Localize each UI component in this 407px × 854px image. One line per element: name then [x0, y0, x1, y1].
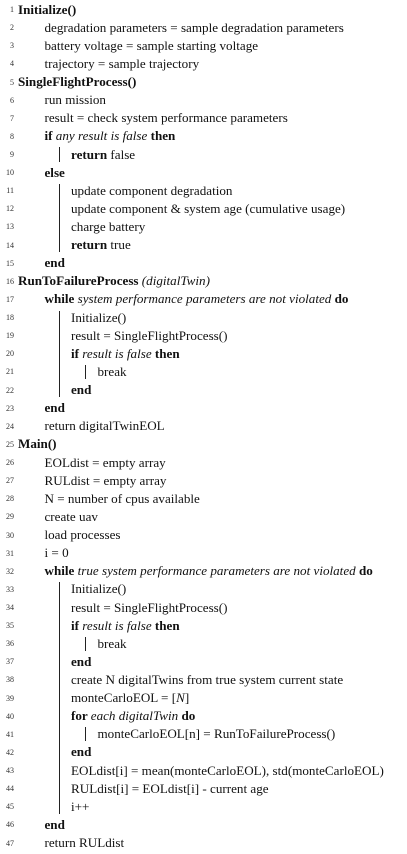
code-line — [0, 200, 407, 218]
keyword: while — [44, 291, 78, 307]
keyword: if — [44, 128, 56, 144]
code-text — [45, 92, 106, 108]
code-line — [0, 399, 407, 417]
code-text — [18, 2, 76, 18]
statement-text: charge battery — [71, 218, 146, 234]
code-line — [0, 236, 407, 254]
line-number: 2 — [10, 23, 14, 33]
line-number: 29 — [6, 512, 14, 522]
line-number: 40 — [6, 711, 14, 721]
code-text — [45, 56, 200, 72]
statement-text: Initialize() — [71, 581, 127, 597]
code-text — [71, 799, 89, 815]
code-text — [71, 219, 145, 235]
line-number: 37 — [6, 657, 14, 667]
condition-text: N — [176, 690, 185, 706]
line-number: 44 — [6, 784, 14, 794]
statement-text: return RULdist — [44, 835, 125, 851]
keyword: if — [71, 617, 83, 633]
code-text — [71, 618, 180, 634]
code-text — [98, 636, 127, 652]
code-text — [71, 201, 345, 217]
condition-text: system performance parameters are not violated — [77, 291, 332, 307]
line-number: 14 — [6, 240, 14, 250]
code-line — [0, 617, 407, 635]
block-guide-line — [59, 582, 60, 814]
keyword: end — [71, 653, 92, 669]
condition-text: any result is false — [55, 128, 148, 144]
line-number: 21 — [6, 367, 14, 377]
keyword: RunToFailureProcess — [18, 273, 139, 289]
code-line — [0, 309, 407, 327]
code-line — [0, 254, 407, 272]
keyword: end — [44, 255, 65, 271]
block-guide-line — [85, 365, 86, 379]
code-line — [0, 19, 407, 37]
code-text — [45, 128, 176, 144]
line-number: 3 — [10, 41, 14, 51]
line-number: 22 — [6, 385, 14, 395]
code-text — [71, 382, 91, 398]
code-text — [71, 310, 126, 326]
line-number: 17 — [6, 294, 14, 304]
code-text — [71, 744, 91, 760]
code-line — [0, 327, 407, 345]
code-text — [45, 20, 344, 36]
statement-text: result = SingleFlightProcess() — [71, 599, 228, 615]
code-text — [71, 581, 126, 597]
code-line — [0, 544, 407, 562]
statement-text: run mission — [44, 92, 106, 108]
block-guide-line — [59, 147, 60, 161]
statement-text: Initialize() — [71, 309, 127, 325]
keyword: then — [151, 345, 180, 361]
statement-text: ] — [184, 690, 190, 706]
code-line — [0, 73, 407, 91]
line-number: 45 — [6, 802, 14, 812]
code-line — [0, 743, 407, 761]
keyword: return — [71, 237, 108, 253]
keyword: Initialize() — [18, 1, 77, 17]
condition-text: result is false — [82, 345, 152, 361]
line-number: 31 — [6, 548, 14, 558]
code-line — [0, 55, 407, 73]
statement-text: create N digitalTwins from true system current state — [71, 671, 344, 687]
code-text — [45, 527, 121, 543]
code-line — [0, 580, 407, 598]
line-number: 30 — [6, 530, 14, 540]
statement-text: N = number of cpus available — [44, 490, 200, 506]
line-number: 23 — [6, 403, 14, 413]
code-line — [0, 490, 407, 508]
keyword: do — [331, 291, 349, 307]
statement-text: create uav — [44, 508, 98, 524]
line-number: 18 — [6, 313, 14, 323]
code-text — [71, 346, 180, 362]
code-text — [71, 781, 269, 797]
code-line — [0, 109, 407, 127]
line-number: 12 — [6, 204, 14, 214]
code-text — [45, 473, 167, 489]
keyword: Main() — [18, 436, 57, 452]
code-line — [0, 272, 407, 290]
code-text — [71, 183, 232, 199]
statement-text: result = SingleFlightProcess() — [71, 327, 228, 343]
statement-text: load processes — [44, 527, 121, 543]
line-number: 13 — [6, 222, 14, 232]
keyword: else — [44, 164, 65, 180]
block-guide-line — [59, 311, 60, 398]
line-number: 43 — [6, 766, 14, 776]
code-text — [45, 291, 349, 307]
keyword: end — [44, 816, 65, 832]
keyword: do — [355, 563, 373, 579]
line-number: 9 — [10, 150, 14, 159]
line-number: 42 — [6, 747, 14, 757]
code-line — [0, 798, 407, 816]
code-text — [71, 147, 135, 163]
code-text — [18, 436, 57, 452]
code-line — [0, 381, 407, 399]
statement-text: update component & system age (cumulative usage) — [71, 200, 346, 216]
code-line — [0, 508, 407, 526]
code-line — [0, 635, 407, 653]
line-number: 15 — [6, 258, 14, 268]
code-line — [0, 526, 407, 544]
statement-text: trajectory = sample trajectory — [44, 55, 200, 71]
code-text — [45, 455, 166, 471]
keyword: end — [44, 400, 65, 416]
keyword: end — [71, 744, 92, 760]
code-line — [0, 345, 407, 363]
code-text — [71, 654, 91, 670]
statement-text: break — [97, 363, 127, 379]
line-number: 46 — [6, 820, 14, 830]
code-text — [45, 563, 373, 579]
code-line — [0, 290, 407, 308]
code-text — [45, 418, 165, 434]
keyword: then — [151, 617, 180, 633]
line-number: 41 — [6, 729, 14, 739]
code-line — [0, 145, 407, 163]
code-line — [0, 454, 407, 472]
keyword: do — [178, 708, 196, 724]
statement-text: monteCarloEOL = [ — [71, 690, 177, 706]
line-number: 8 — [10, 131, 14, 141]
code-line — [0, 182, 407, 200]
condition-text: (digitalTwin) — [138, 273, 210, 289]
code-text — [71, 672, 343, 688]
code-text — [71, 690, 189, 706]
statement-text: i++ — [71, 798, 90, 814]
line-number: 4 — [10, 59, 14, 69]
line-number: 20 — [6, 349, 14, 359]
code-line — [0, 1, 407, 19]
statement-text: RULdist[i] = EOLdist[i] - current age — [71, 780, 269, 796]
code-line — [0, 689, 407, 707]
line-number: 19 — [6, 331, 14, 341]
statement-text: RULdist = empty array — [44, 472, 167, 488]
code-text — [45, 835, 125, 851]
code-line — [0, 834, 407, 852]
code-line — [0, 472, 407, 490]
code-text — [71, 237, 131, 253]
condition-text: each digitalTwin — [90, 708, 179, 724]
statement-text: EOLdist = empty array — [44, 454, 166, 470]
statement-text: true — [107, 237, 131, 253]
line-number: 11 — [6, 186, 14, 196]
code-line — [0, 562, 407, 580]
code-line — [0, 363, 407, 381]
code-text — [45, 545, 69, 561]
keyword: then — [147, 128, 176, 144]
statement-text: result = check system performance parameters — [44, 110, 288, 126]
statement-text: EOLdist[i] = mean(monteCarloEOL), std(monteCarloEOL) — [71, 762, 384, 778]
code-text — [18, 273, 210, 289]
statement-text: battery voltage = sample starting voltage — [44, 37, 259, 53]
code-line — [0, 37, 407, 55]
code-line — [0, 707, 407, 725]
statement-text: degradation parameters = sample degradation parameters — [44, 19, 344, 35]
line-number: 27 — [6, 476, 14, 486]
line-number: 35 — [6, 621, 14, 631]
line-number: 6 — [10, 95, 14, 105]
line-number: 5 — [10, 77, 14, 87]
code-text — [71, 600, 228, 616]
block-guide-line — [85, 637, 86, 651]
code-line — [0, 218, 407, 236]
code-line — [0, 762, 407, 780]
code-line — [0, 598, 407, 616]
line-number: 10 — [6, 168, 14, 178]
code-text — [71, 328, 228, 344]
statement-text: monteCarloEOL[n] = RunToFailureProcess() — [97, 726, 336, 742]
line-number: 32 — [6, 566, 14, 576]
line-number: 1 — [10, 5, 14, 15]
code-text — [45, 817, 65, 833]
keyword: end — [71, 382, 92, 398]
code-line — [0, 780, 407, 798]
code-text — [98, 726, 336, 742]
code-text — [45, 400, 65, 416]
code-text — [18, 74, 136, 90]
code-text — [98, 364, 127, 380]
code-line — [0, 127, 407, 145]
code-line — [0, 816, 407, 834]
code-text — [71, 708, 195, 724]
block-guide-line — [85, 727, 86, 741]
condition-text: true system performance parameters are not violated — [77, 563, 356, 579]
keyword: SingleFlightProcess() — [18, 74, 137, 90]
block-guide-line — [59, 184, 60, 252]
keyword: while — [44, 563, 78, 579]
code-text — [71, 763, 384, 779]
code-text — [45, 491, 200, 507]
line-number: 7 — [10, 113, 14, 123]
keyword: if — [71, 345, 83, 361]
statement-text: update component degradation — [71, 182, 233, 198]
code-line — [0, 435, 407, 453]
line-number: 36 — [6, 639, 14, 649]
statement-text: return digitalTwinEOL — [44, 418, 165, 434]
code-line — [0, 164, 407, 182]
line-number: 34 — [6, 603, 14, 612]
code-line — [0, 653, 407, 671]
code-text — [45, 509, 98, 525]
code-line — [0, 671, 407, 689]
line-number: 38 — [6, 675, 14, 685]
line-number: 26 — [6, 458, 14, 468]
keyword: for — [71, 708, 91, 724]
condition-text: result is false — [82, 617, 152, 633]
line-number: 47 — [6, 838, 14, 848]
line-number: 25 — [6, 439, 14, 449]
statement-text: i = 0 — [44, 545, 69, 561]
keyword: return — [71, 146, 108, 162]
line-number: 16 — [6, 276, 14, 286]
code-text — [45, 255, 65, 271]
code-line — [0, 91, 407, 109]
code-line — [0, 417, 407, 435]
line-number: 39 — [6, 693, 14, 703]
code-line — [0, 725, 407, 743]
line-number: 24 — [6, 421, 14, 431]
code-text — [45, 110, 288, 126]
statement-text: false — [107, 146, 136, 162]
code-text — [45, 165, 65, 181]
line-number: 28 — [6, 494, 14, 504]
code-text — [45, 38, 259, 54]
line-number: 33 — [6, 584, 14, 594]
statement-text: break — [97, 635, 127, 651]
